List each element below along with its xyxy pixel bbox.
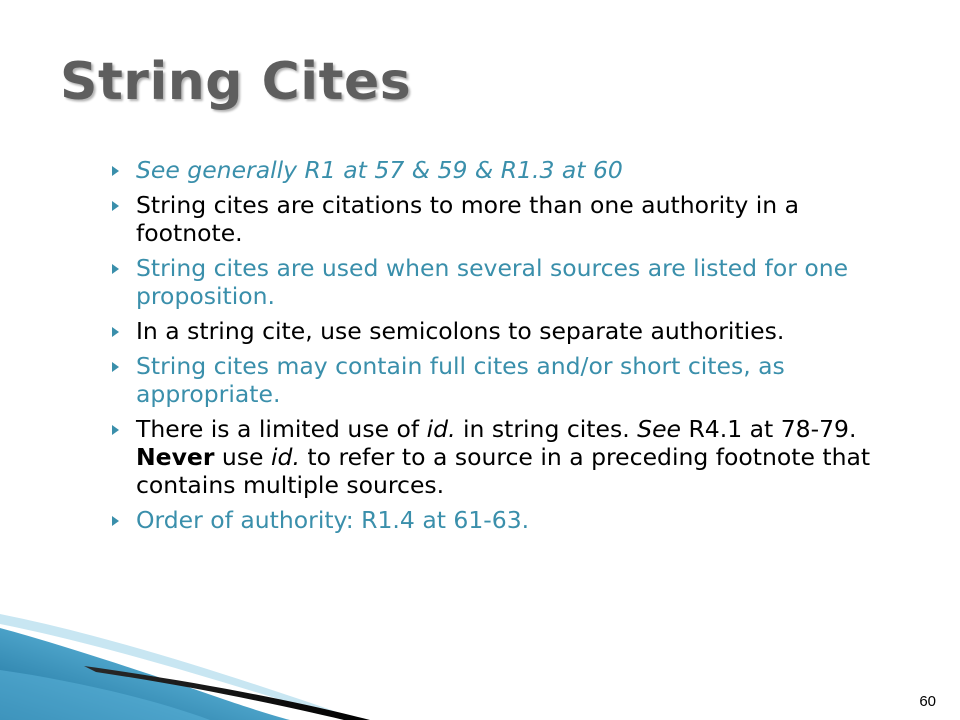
bullet-text-run: String cites may contain full cites and/or short cites, as appropriate. bbox=[136, 352, 785, 408]
triangle-bullet-icon bbox=[112, 425, 119, 435]
bullet-text bbox=[136, 415, 870, 499]
triangle-bullet-icon bbox=[112, 264, 119, 274]
bullet-text-run: There is a limited use of bbox=[136, 415, 427, 443]
bullet-item bbox=[112, 191, 884, 247]
triangle-bullet-icon bbox=[112, 327, 119, 337]
slide-title: String Cites bbox=[60, 52, 412, 112]
bullet-text-run: Never bbox=[136, 443, 215, 471]
bullet-text bbox=[136, 506, 529, 534]
bullet-item bbox=[112, 317, 884, 345]
bullet-item bbox=[112, 352, 884, 408]
bullet-text-run: id. bbox=[271, 443, 300, 471]
bullet-item bbox=[112, 415, 884, 499]
bullet-text-run: String cites are citations to more than one authority in a footnote. bbox=[136, 191, 800, 247]
bullet-item bbox=[112, 506, 884, 534]
triangle-bullet-icon bbox=[112, 201, 119, 211]
bullet-text-run: in string cites. bbox=[455, 415, 638, 443]
bullet-text-run: Order of authority: R1.4 at 61-63. bbox=[136, 506, 530, 534]
triangle-bullet-icon bbox=[112, 166, 119, 176]
triangle-bullet-icon bbox=[112, 362, 119, 372]
bullet-item bbox=[112, 156, 884, 184]
page-number: 60 bbox=[919, 693, 936, 710]
bullet-text-run: id. bbox=[426, 415, 456, 443]
bullet-text-run: R4.1 at 78-79. bbox=[681, 415, 857, 443]
corner-swoosh-decoration bbox=[0, 570, 460, 720]
bullet-text bbox=[136, 254, 848, 310]
triangle-bullet-icon bbox=[112, 516, 119, 526]
bullet-text-run: See generally R1 at 57 & 59 & R1.3 at 60 bbox=[136, 156, 623, 184]
bullet-text-run: use bbox=[214, 443, 271, 471]
bullet-text-run: to refer to a source in a preceding footnote that contains multiple sources. bbox=[136, 443, 871, 499]
bullet-text bbox=[136, 317, 784, 345]
bullet-text-run: In a string cite, use semicolons to separate authorities. bbox=[136, 317, 785, 345]
bullet-item bbox=[112, 254, 884, 310]
bullet-list bbox=[112, 156, 884, 541]
bullet-text-run: String cites are used when several sources are listed for one proposition. bbox=[136, 254, 849, 310]
bullet-text bbox=[136, 191, 799, 247]
bullet-text bbox=[136, 156, 623, 184]
bullet-text-run: See bbox=[637, 415, 681, 443]
bullet-text bbox=[136, 352, 785, 408]
